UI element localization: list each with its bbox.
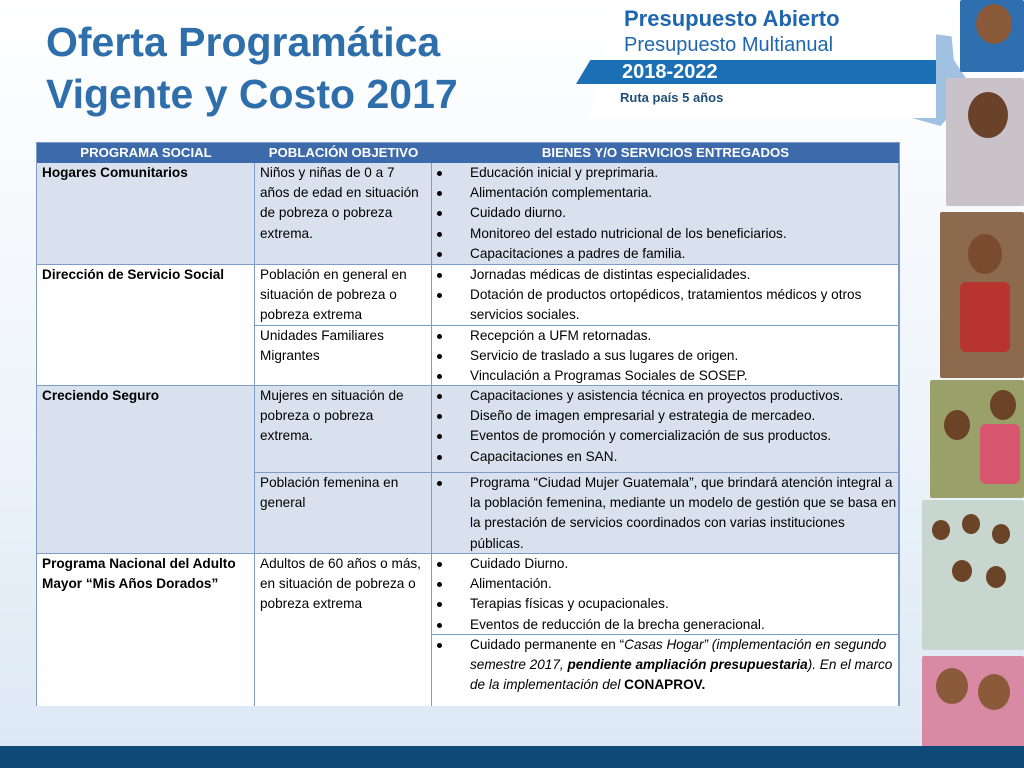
service-item: Programa “Ciudad Mujer Guatemala”, que brindará atención integral a la población femenina, mediante un modelo de gestión que se basa en la prestación de servicios coordinados con varias instituciones públicas. — [432, 473, 898, 554]
photo-face — [986, 566, 1006, 588]
photo-face — [962, 514, 980, 534]
program-cell: Creciendo Seguro — [37, 386, 255, 554]
service-item: Capacitaciones a padres de familia. — [432, 244, 898, 264]
services-list — [432, 473, 898, 554]
population-cell: Niños y niñas de 0 a 7 años de edad en situación de pobreza o pobreza extrema. — [255, 163, 432, 265]
services-cell — [432, 326, 899, 386]
table-header — [37, 143, 899, 163]
banner-heading: Presupuesto Abierto — [624, 6, 840, 31]
photo-strip — [918, 0, 1024, 768]
banner-subheading: Presupuesto Multianual — [624, 34, 834, 56]
photo-face — [944, 410, 970, 440]
photo-face — [978, 674, 1010, 710]
service-item: Servicio de traslado a sus lugares de origen. — [432, 346, 898, 366]
photo-face — [936, 668, 968, 704]
photo-shirt — [960, 282, 1010, 352]
service-item: Cuidado Diurno. — [432, 554, 898, 574]
service-item — [432, 635, 898, 696]
service-item: Capacitaciones y asistencia técnica en proyectos productivos. — [432, 386, 898, 406]
population-cell: Población femenina en general — [255, 473, 432, 554]
services-cell — [432, 554, 899, 635]
services-list — [432, 386, 898, 467]
service-item: Dotación de productos ortopédicos, tratamientos médicos y otros servicios sociales. — [432, 285, 898, 325]
photo-elder — [940, 212, 1024, 378]
photo-face — [990, 390, 1016, 420]
service-item: Educación inicial y preprimaria. — [432, 163, 898, 183]
service-item: Eventos de promoción y comercialización de sus productos. — [432, 426, 898, 446]
service-item: Monitoreo del estado nutricional de los beneficiarios. — [432, 224, 898, 244]
presupuesto-banner — [564, 0, 936, 118]
service-text: Cuidado permanente en “ — [470, 637, 625, 652]
footer-bar — [0, 746, 1024, 768]
banner-route: Ruta país 5 años — [620, 90, 724, 105]
services-list — [432, 326, 898, 387]
service-item: Alimentación. — [432, 574, 898, 594]
services-cell — [432, 265, 899, 326]
header-services: BIENES Y/O SERVICIOS ENTREGADOS — [541, 145, 790, 160]
services-list — [432, 265, 898, 326]
service-item: Alimentación complementaria. — [432, 183, 898, 203]
service-italic-bold: pendiente ampliación presupuestaria — [567, 657, 808, 673]
services-list — [432, 554, 898, 635]
service-item: Capacitaciones en SAN. — [432, 447, 898, 467]
service-bold: CONAPROV. — [624, 677, 706, 693]
photo-dress — [980, 424, 1020, 484]
header-population: POBLACIÓN OBJETIVO — [268, 145, 419, 160]
program-cell: Hogares Comunitarios — [37, 163, 255, 265]
program-cell: Dirección de Servicio Social — [37, 265, 255, 386]
services-cell — [432, 386, 899, 473]
service-item: Vinculación a Programas Sociales de SOSEP. — [432, 366, 898, 386]
photo-face — [992, 524, 1010, 544]
photo-face — [932, 520, 950, 540]
banner-years: 2018-2022 — [622, 61, 718, 83]
services-list — [432, 163, 898, 264]
header-program: PROGRAMA SOCIAL — [80, 145, 212, 160]
program-table — [36, 142, 900, 706]
photo-face — [968, 92, 1008, 138]
service-item: Cuidado diurno. — [432, 203, 898, 223]
photo-face — [968, 234, 1002, 274]
service-italic: Casas Hogar” (implementación en segundo semestre 2017, — [470, 637, 887, 673]
photo-face — [952, 560, 972, 582]
page-title — [46, 16, 458, 120]
photo-face — [976, 4, 1012, 44]
service-item: Eventos de reducción de la brecha generacional. — [432, 615, 898, 635]
photo-classroom — [922, 500, 1024, 650]
population-cell: Población en general en situación de pobreza o pobreza extrema — [255, 265, 432, 326]
photo-child-2 — [946, 78, 1024, 206]
service-item: Recepción a UFM retornadas. — [432, 326, 898, 346]
service-item: Jornadas médicas de distintas especialidades. — [432, 265, 898, 285]
services-cell — [432, 473, 899, 554]
population-cell: Unidades Familiares Migrantes — [255, 326, 432, 386]
photo-child-1 — [960, 0, 1024, 72]
title-line-2: Vigente y Costo 2017 — [46, 71, 458, 117]
program-cell: Programa Nacional del Adulto Mayor “Mis Años Dorados” — [37, 554, 255, 706]
services-cell — [432, 163, 899, 265]
service-item: Diseño de imagen empresarial y estrategia de mercadeo. — [432, 406, 898, 426]
service-item: Terapias físicas y ocupacionales. — [432, 594, 898, 614]
photo-children-3 — [930, 380, 1024, 498]
population-cell: Mujeres en situación de pobreza o pobreza extrema. — [255, 386, 432, 473]
services-cell — [432, 635, 899, 706]
title-line-1: Oferta Programática — [46, 19, 441, 65]
services-list — [432, 635, 898, 696]
population-cell: Adultos de 60 años o más, en situación de pobreza o pobreza extrema — [255, 554, 432, 706]
service-italic: ). En el marco de la implementación del — [470, 657, 893, 693]
